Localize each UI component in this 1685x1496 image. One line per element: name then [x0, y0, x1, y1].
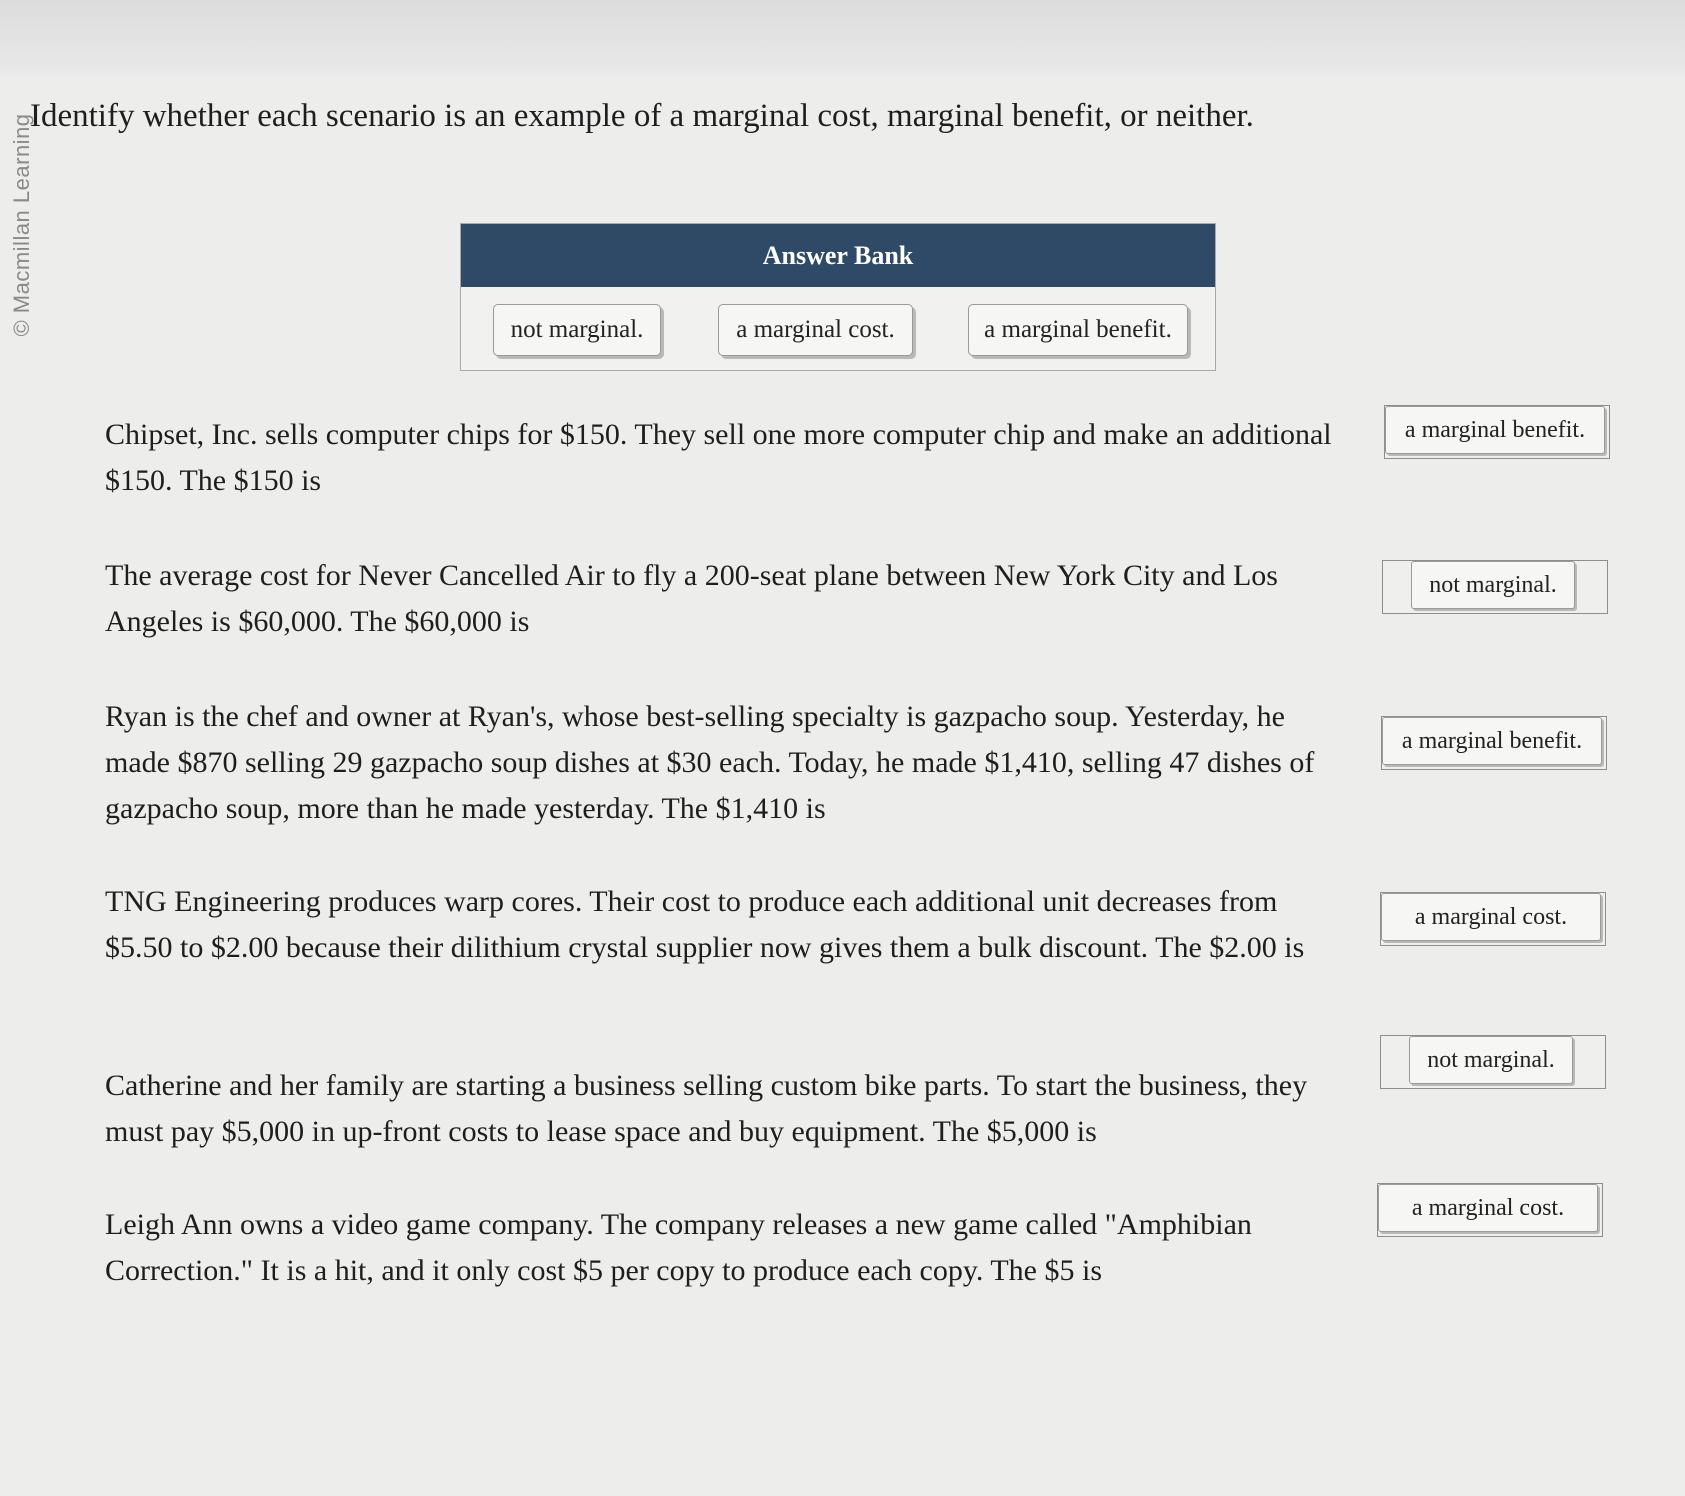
bank-option-marginal-cost[interactable]: a marginal cost.	[718, 304, 913, 356]
bank-option-not-marginal[interactable]: not marginal.	[493, 304, 661, 356]
answer-slot-6[interactable]	[1377, 1183, 1603, 1237]
scenario-text-6: Leigh Ann owns a video game company. The company releases a new game called "Amphibian Correction." It is a hit, and it only cost $5 per copy to produce each copy. The $5 is	[105, 1208, 1252, 1287]
placed-answer-5[interactable]: not marginal.	[1409, 1036, 1573, 1084]
answer-slot-5[interactable]	[1380, 1035, 1606, 1089]
scenario-text-3: Ryan is the chef and owner at Ryan's, whose best-selling specialty is gazpacho soup. Yesterday, he made $870 selling 29 gazpacho soup dishes at $30 each. Today, he made $1,410, selling 47 dishes of gazpacho soup, more than he made yesterday. The $1,410 is	[105, 700, 1315, 825]
placed-answer-4[interactable]: a marginal cost.	[1381, 893, 1601, 941]
answer-slot-2[interactable]	[1382, 560, 1608, 614]
bank-option-marginal-benefit[interactable]: a marginal benefit.	[968, 304, 1188, 356]
question-prompt: Identify whether each scenario is an example of a marginal cost, marginal benefit, or neither.	[30, 98, 1254, 134]
placed-answer-3[interactable]: a marginal benefit.	[1382, 717, 1602, 765]
answer-slot-4[interactable]	[1380, 892, 1606, 946]
placed-answer-1[interactable]: a marginal benefit.	[1385, 406, 1605, 454]
scenario-text-2: The average cost for Never Cancelled Air to fly a 200-seat plane between New York City and Los Angeles is $60,000. The $60,000 is	[105, 559, 1278, 638]
copyright-watermark: © Macmillan Learning	[9, 113, 34, 337]
answer-bank-title: Answer Bank	[461, 224, 1215, 287]
scenario-text-5: Catherine and her family are starting a business selling custom bike parts. To start the business, they must pay $5,000 in up-front costs to lease space and buy equipment. The $5,000 is	[105, 1069, 1308, 1148]
answer-slot-1[interactable]	[1384, 405, 1610, 459]
scenario-text-1: Chipset, Inc. sells computer chips for $150. They sell one more computer chip and make an additional $150. The $150 is	[105, 418, 1332, 497]
placed-answer-2[interactable]: not marginal.	[1411, 561, 1575, 609]
placed-answer-6[interactable]: a marginal cost.	[1378, 1184, 1598, 1232]
answer-bank	[460, 223, 1216, 371]
answer-slot-3[interactable]	[1381, 716, 1607, 770]
scenario-text-4: TNG Engineering produces warp cores. Their cost to produce each additional unit decreases from $5.50 to $2.00 because their dilithium crystal supplier now gives them a bulk discount. The $2.00 is	[105, 885, 1305, 964]
